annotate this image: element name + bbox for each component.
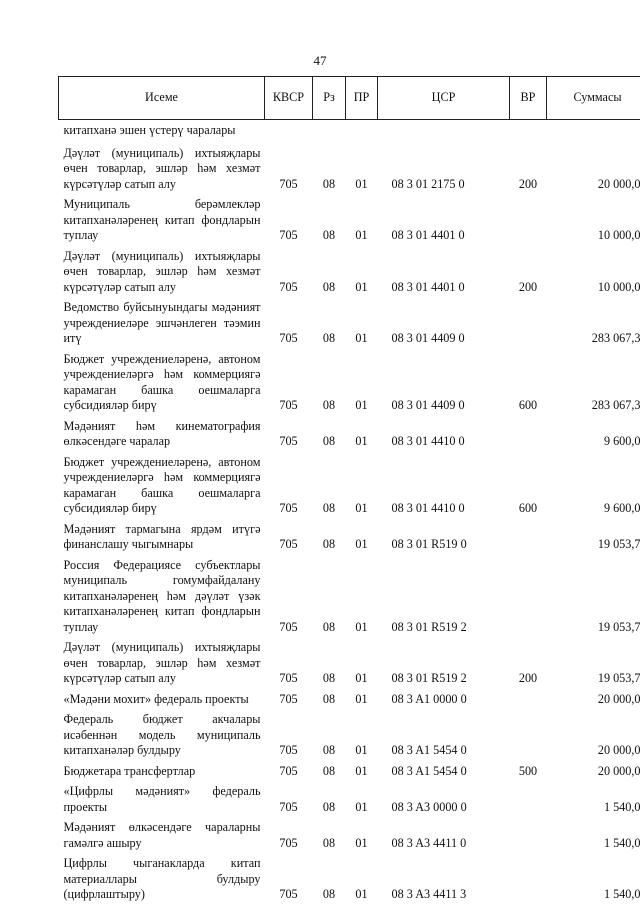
row-rz: 08 bbox=[322, 691, 336, 706]
table-row bbox=[59, 143, 640, 195]
row-name: Федераль бюджет акчалары исәбеннән модель муниципаль китапханәләр булдыру bbox=[63, 712, 261, 757]
row-kvsr: 705 bbox=[279, 501, 298, 515]
row-csr: 08 3 01 R519 0 bbox=[391, 537, 467, 551]
table-row bbox=[59, 637, 640, 689]
row-sum: 20 000,0 bbox=[597, 763, 640, 778]
row-vr bbox=[510, 853, 547, 905]
table-row bbox=[59, 689, 640, 710]
row-name: Бюджет учреждениеләренә, автоном учреждениеләргә һәм коммерциягә карамаган башка оешмаларга субсидияләр бирү bbox=[63, 351, 261, 412]
row-vr bbox=[510, 555, 547, 638]
row-name: Бюджет учреждениеләренә, автоном учреждениеләргә һәм коммерциягә карамаган башка оешмаларга субсидияләр бирү bbox=[63, 454, 261, 515]
row-vr bbox=[510, 519, 547, 555]
row-rz: 08 bbox=[322, 743, 336, 757]
row-kvsr: 705 bbox=[279, 434, 298, 448]
row-pr: 01 bbox=[355, 537, 368, 551]
row-kvsr: 705 bbox=[279, 537, 298, 551]
row-kvsr: 705 bbox=[279, 671, 298, 685]
row-kvsr: 705 bbox=[279, 176, 298, 191]
row-csr: 08 3 A3 4411 0 bbox=[391, 835, 467, 850]
row-sum: 9 600,0 bbox=[603, 434, 640, 448]
row-sum bbox=[547, 120, 640, 143]
row-rz: 08 bbox=[322, 398, 336, 412]
row-kvsr: 705 bbox=[279, 799, 298, 814]
table-row bbox=[59, 817, 640, 853]
row-rz: 08 bbox=[322, 331, 336, 345]
row-sum: 20 000,0 bbox=[597, 743, 640, 757]
row-csr: 08 3 A1 0000 0 bbox=[391, 691, 467, 706]
row-pr: 01 bbox=[355, 691, 368, 706]
row-rz: 08 bbox=[322, 537, 336, 551]
row-name: Цифрлы чыганакларда китап материаллары булдыру (цифрлаштыру) bbox=[63, 856, 261, 901]
row-kvsr: 705 bbox=[279, 743, 298, 757]
row-sum: 283 067,3 bbox=[591, 331, 640, 345]
row-name: Бюджетара трансфертлар bbox=[63, 763, 196, 778]
table-row bbox=[59, 709, 640, 761]
row-pr: 01 bbox=[355, 835, 368, 850]
row-name: «Мәдәни мохит» федераль проекты bbox=[63, 691, 249, 706]
row-csr: 08 3 01 4410 0 bbox=[391, 501, 465, 515]
row-kvsr: 705 bbox=[279, 279, 298, 294]
row-rz: 08 bbox=[322, 835, 336, 850]
table-row bbox=[59, 349, 640, 416]
row-pr: 01 bbox=[355, 743, 368, 757]
row-pr: 01 bbox=[355, 671, 368, 685]
row-name: Мәдәният өлкәсендәге чараларны гамәлгә ашыру bbox=[63, 820, 261, 850]
row-csr: 08 3 A3 4411 3 bbox=[391, 887, 467, 901]
row-name: Россия Федерациясе субъектлары муниципаль гомумфайдалану китапханәләренең һәм дәүләт үзәк китапханәләренең китап фондларын туплау bbox=[63, 557, 261, 634]
row-csr: 08 3 01 4409 0 bbox=[391, 331, 465, 345]
row-csr bbox=[378, 120, 510, 143]
row-sum: 19 053,7 bbox=[597, 619, 640, 634]
row-name: Дәүләт (муниципаль) ихтыяҗлары өчен товарлар, эшләр һәм хезмәт күрсәтүләр сатып алу bbox=[63, 640, 261, 685]
table-row bbox=[59, 761, 640, 782]
row-rz: 08 bbox=[322, 176, 336, 191]
row-kvsr: 705 bbox=[279, 331, 298, 345]
header-kvsr: КВСР bbox=[265, 77, 313, 120]
row-rz: 08 bbox=[322, 501, 336, 515]
row-vr: 200 bbox=[518, 279, 538, 294]
row-csr: 08 3 A1 5454 0 bbox=[391, 763, 467, 778]
row-name: Мәдәният һәм кинематография өлкәсендәге чаралар bbox=[63, 418, 261, 448]
row-rz: 08 bbox=[322, 279, 336, 294]
row-name: Муниципаль берәмлекләр китапханәләренең китап фондларын туплау bbox=[63, 197, 261, 242]
page-number: 47 bbox=[313, 53, 327, 68]
row-kvsr: 705 bbox=[279, 619, 298, 634]
row-pr bbox=[346, 120, 378, 143]
row-rz: 08 bbox=[322, 887, 336, 901]
row-sum: 20 000,0 bbox=[597, 176, 640, 191]
row-pr: 01 bbox=[355, 228, 368, 242]
row-sum: 10 000,0 bbox=[597, 279, 640, 294]
row-rz: 08 bbox=[322, 619, 336, 634]
row-vr: 500 bbox=[518, 763, 538, 778]
header-csr: ЦСР bbox=[378, 77, 510, 120]
row-pr: 01 bbox=[355, 619, 368, 634]
table-row bbox=[59, 194, 640, 246]
row-name: Мәдәният тармагына ярдәм итүгә финанслашу чыгымнары bbox=[63, 521, 261, 551]
row-kvsr: 705 bbox=[279, 691, 298, 706]
row-csr: 08 3 01 R519 2 bbox=[391, 619, 467, 634]
table-row bbox=[59, 120, 640, 143]
table-row bbox=[59, 416, 640, 452]
row-rz: 08 bbox=[322, 763, 336, 778]
table-row bbox=[59, 781, 640, 817]
row-name: Дәүләт (муниципаль) ихтыяҗлары өчен товарлар, эшләр һәм хезмәт күрсәтүләр сатып алу bbox=[63, 248, 261, 294]
row-sum: 10 000,0 bbox=[597, 228, 640, 242]
row-vr bbox=[510, 120, 547, 143]
row-vr: 200 bbox=[518, 176, 538, 191]
row-vr bbox=[510, 194, 547, 246]
row-sum: 19 053,7 bbox=[597, 671, 640, 685]
row-vr bbox=[510, 416, 547, 452]
row-pr: 01 bbox=[355, 763, 368, 778]
table-row bbox=[59, 519, 640, 555]
row-csr: 08 3 01 2175 0 bbox=[391, 176, 465, 191]
row-pr: 01 bbox=[355, 434, 368, 448]
row-csr: 08 3 A1 5454 0 bbox=[391, 743, 467, 757]
row-csr: 08 3 01 R519 2 bbox=[391, 671, 467, 685]
row-sum: 20 000,0 bbox=[597, 691, 640, 706]
row-vr bbox=[510, 781, 547, 817]
header-vr: ВР bbox=[510, 77, 547, 120]
header-rz: Рз bbox=[313, 77, 346, 120]
row-name: Ведомство буйсынуындагы мәдәният учреждениеләре эшчәнлеген тәэмин итү bbox=[63, 300, 261, 345]
row-vr: 600 bbox=[518, 398, 538, 412]
row-sum: 19 053,7 bbox=[597, 537, 640, 551]
row-rz: 08 bbox=[322, 671, 336, 685]
budget-table bbox=[58, 76, 640, 905]
row-csr: 08 3 01 4409 0 bbox=[391, 398, 465, 412]
row-name: китапханә эшен үстерү чаралары bbox=[63, 123, 236, 137]
row-pr: 01 bbox=[355, 398, 368, 412]
row-rz: 08 bbox=[322, 228, 336, 242]
row-csr: 08 3 01 4401 0 bbox=[391, 228, 465, 242]
row-pr: 01 bbox=[355, 279, 368, 294]
row-csr: 08 3 A3 0000 0 bbox=[391, 799, 467, 814]
row-kvsr bbox=[265, 120, 313, 143]
row-csr: 08 3 01 4410 0 bbox=[391, 434, 465, 448]
row-sum: 1 540,0 bbox=[603, 799, 640, 814]
row-vr: 600 bbox=[518, 501, 538, 515]
row-vr bbox=[510, 689, 547, 710]
row-pr: 01 bbox=[355, 887, 368, 901]
header-name: Исеме bbox=[59, 77, 265, 120]
row-vr bbox=[510, 709, 547, 761]
header-sum: Суммасы bbox=[547, 77, 640, 120]
row-kvsr: 705 bbox=[279, 763, 298, 778]
table-header-row bbox=[59, 77, 640, 120]
header-pr: ПР bbox=[346, 77, 378, 120]
table-row bbox=[59, 853, 640, 905]
table-row bbox=[59, 452, 640, 519]
row-kvsr: 705 bbox=[279, 887, 298, 901]
row-vr: 200 bbox=[518, 671, 538, 685]
row-name: Дәүләт (муниципаль) ихтыяҗлары өчен товарлар, эшләр һәм хезмәт күрсәтүләр сатып алу bbox=[63, 145, 261, 191]
row-sum: 9 600,0 bbox=[603, 501, 640, 515]
row-rz: 08 bbox=[322, 434, 336, 448]
row-vr bbox=[510, 817, 547, 853]
table-row bbox=[59, 246, 640, 298]
row-kvsr: 705 bbox=[279, 398, 298, 412]
row-pr: 01 bbox=[355, 331, 368, 345]
table-row bbox=[59, 297, 640, 349]
row-csr: 08 3 01 4401 0 bbox=[391, 279, 465, 294]
row-sum: 1 540,0 bbox=[603, 835, 640, 850]
row-rz bbox=[313, 120, 346, 143]
row-sum: 1 540,0 bbox=[603, 887, 640, 901]
table-row bbox=[59, 555, 640, 638]
row-name: «Цифрлы мәдәният» федераль проекты bbox=[63, 784, 261, 814]
row-pr: 01 bbox=[355, 501, 368, 515]
row-kvsr: 705 bbox=[279, 228, 298, 242]
row-pr: 01 bbox=[355, 176, 368, 191]
row-pr: 01 bbox=[355, 799, 368, 814]
row-kvsr: 705 bbox=[279, 835, 298, 850]
row-vr bbox=[510, 297, 547, 349]
row-sum: 283 067,3 bbox=[591, 398, 640, 412]
row-rz: 08 bbox=[322, 799, 336, 814]
